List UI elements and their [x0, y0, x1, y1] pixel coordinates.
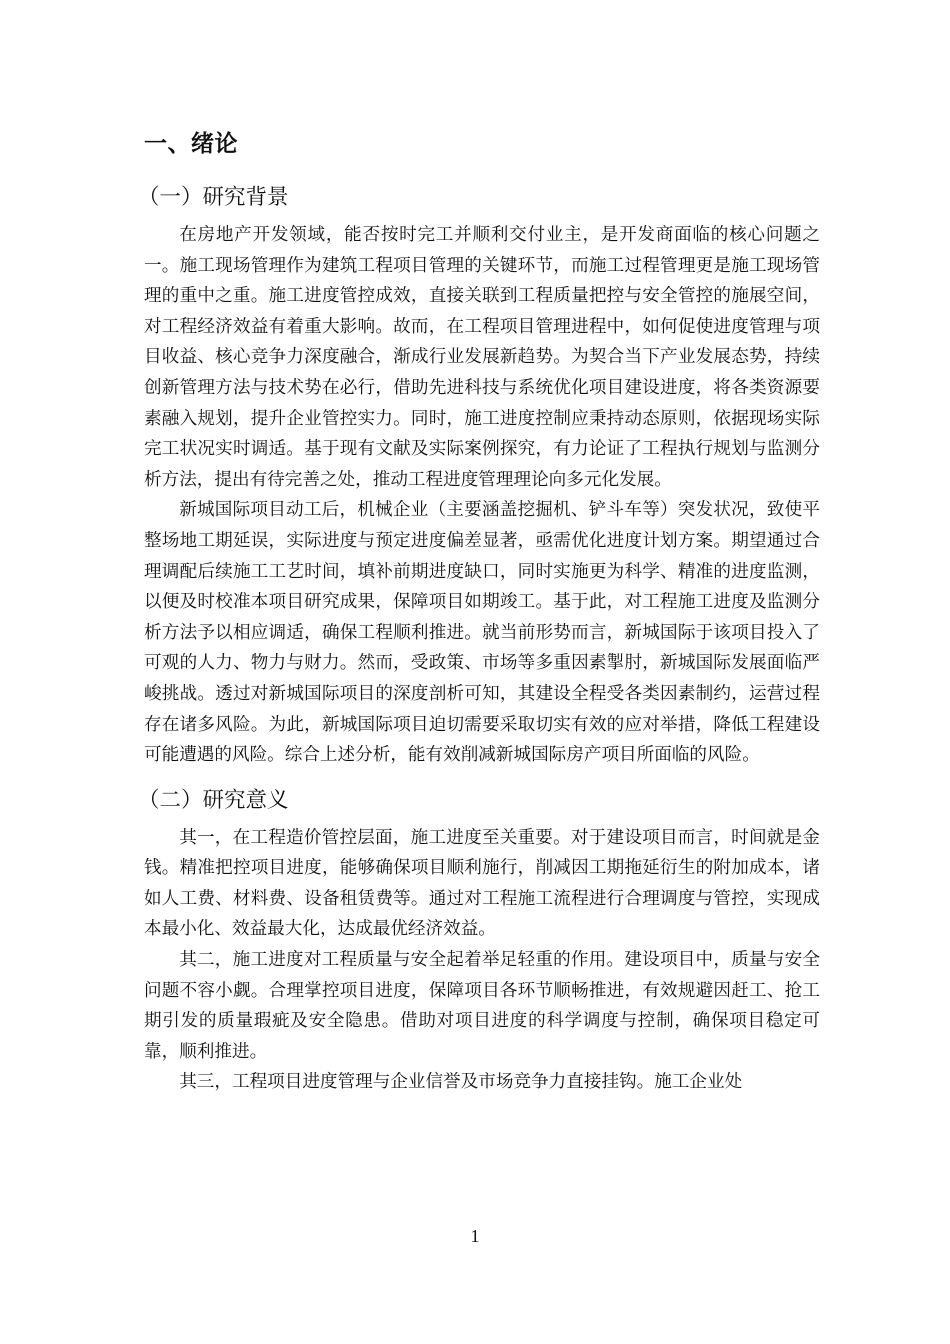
page-content	[138, 124, 820, 1098]
paragraph-background-1: 在房地产开发领域，能否按时完工并顺利交付业主，是开发商面临的核心问题之一。施工现场管理作为建筑工程项目管理的关键环节，而施工过程管理更是施工现场管理的重中之重。施工进度管控成效，直接关联到工程质量把控与安全管控的施展空间，对工程经济效益有着重大影响。故而，在工程项目管理进程中，如何促使进度管理与项目收益、核心竞争力深度融合，渐成行业发展新趋势。为契合当下产业发展态势，持续创新管理方法与技术势在必行，借助先进科技与系统优化项目建设进度，将各类资源要素融入规划，提升企业管控实力。同时，施工进度控制应秉持动态原则，依据现场实际完工状况实时调适。基于现有文献及实际案例探究，有力论证了工程执行规划与监测分析方法，提出有待完善之处，推动工程进度管理理论向多元化发展。	[144, 225, 820, 490]
paragraph-background-2: 新城国际项目动工后，机械企业（主要涵盖挖掘机、铲斗车等）突发状况，致使平整场地工期延误，实际进度与预定进度偏差显著，亟需优化进度计划方案。期望通过合理调配后续施工工艺时间，填补前期进度缺口，同时实施更为科学、精准的进度监测，以便及时校准本项目研究成果，保障项目如期竣工。基于此，对工程施工进度及监测分析方法予以相应调适，确保工程顺利推进。就当前形势而言，新城国际于该项目投入了可观的人力、物力与财力。然而，受政策、市场等多重因素掣肘，新城国际发展面临严峻挑战。透过对新城国际项目的深度剖析可知，其建设全程受各类因素制约，运营过程存在诸多风险。为此，新城国际项目迫切需要采取切实有效的应对举措，降低工程建设可能遭遇的风险。综合上述分析，能有效削减新城国际房产项目所面临的风险。	[144, 500, 820, 766]
page-number: 1	[470, 1226, 480, 1246]
section-title-significance: （二）研究意义	[138, 787, 289, 813]
paragraph-significance-1: 其一，在工程造价管控层面，施工进度至关重要。对于建设项目而言，时间就是金钱。精准把控项目进度，能够确保项目顺利施行，削减因工期拖延衍生的附加成本，诸如人工费、材料费、设备租赁费等。通过对工程施工流程进行合理调度与管控，实现成本最小化、效益最大化，达成最优经济效益。	[144, 827, 820, 940]
paragraph-significance-3: 其三，工程项目进度管理与企业信誉及市场竞争力直接挂钩。施工企业处	[179, 1072, 743, 1093]
section-title-background: （一）研究背景	[138, 185, 289, 210]
chapter-title: 一、绪论	[144, 131, 238, 157]
paragraph-significance-2: 其二，施工进度对工程质量与安全起着举足轻重的作用。建设项目中，质量与安全问题不容小觑。合理掌控项目进度，保障项目各环节顺畅推进，有效规避因赶工、抢工期引发的质量瑕疵及安全隐患。借助对项目进度的科学调度与控制，确保项目稳定可靠，顺利推进。	[144, 950, 820, 1062]
